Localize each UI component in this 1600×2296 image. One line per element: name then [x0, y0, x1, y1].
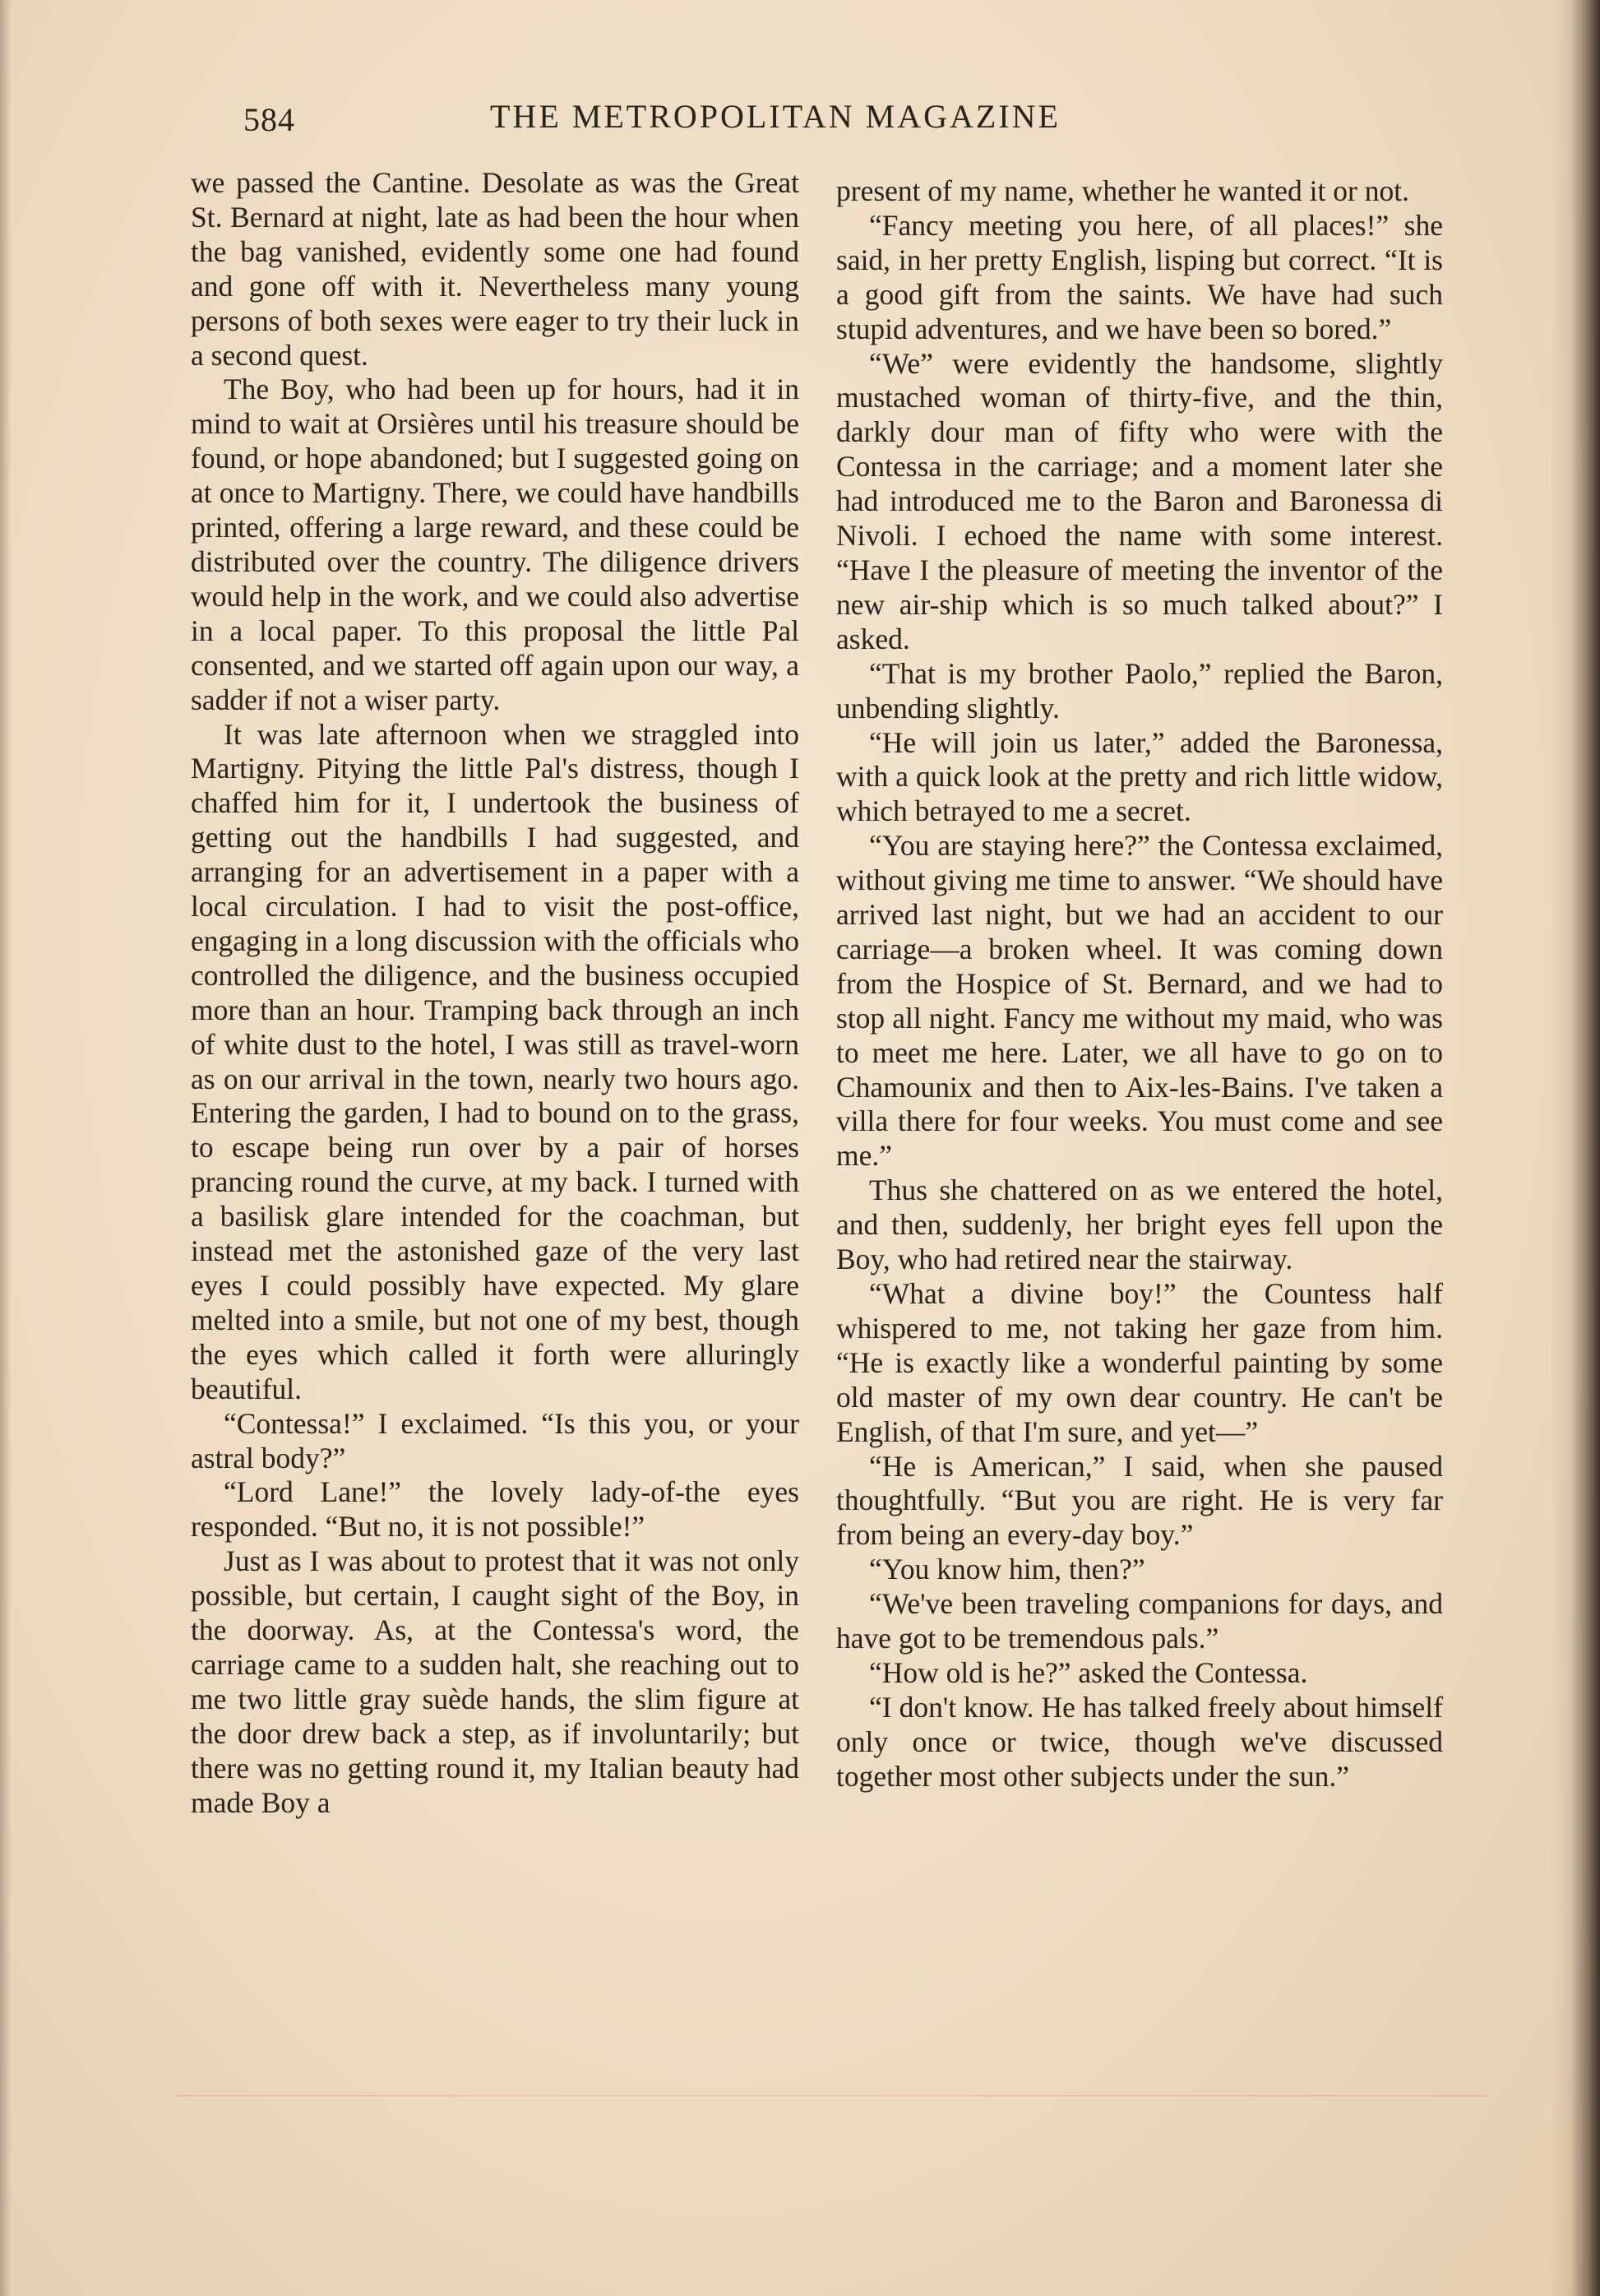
paragraph: “What a divine boy!” the Countess half whispered to me, not taking her gaze from him. “He is exactly like a wonderful painting by some old master of my own dear country. He can't be English, of that I'm sure, and yet—”	[836, 1277, 1443, 1448]
book-spine-shadow	[1551, 0, 1600, 2296]
paragraph: “You know him, then?”	[869, 1553, 1145, 1586]
paragraph: “He will join us later,” added the Baronessa, with a quick look at the pretty and rich little widow, which betrayed to me a secret.	[836, 725, 1443, 828]
running-title: THE METROPOLITAN MAGAZINE	[490, 98, 1061, 135]
paragraph: “We” were evidently the handsome, slightly mustached woman of thirty-five, and the thin, darkly dour man of fifty who were with the Contessa in the carriage; and a moment later she had introduced me to the Baron and Baronessa di Nivoli. I echoed the name with some interest. “Have I the pleasure of meeting the inventor of the new air-ship which is so much talked about?” I asked.	[836, 346, 1443, 655]
paragraph: “I don't know. He has talked freely about himself only once or twice, though we've discussed together most other subjects under the sun.”	[836, 1690, 1443, 1793]
paragraph: we passed the Cantine. Desolate as was the Great St. Bernard at night, late as had been the hour when the bag vanished, evidently some one had found and gone off with it. Nevertheless many young persons of both sexes were eager to try their luck in a second quest.	[191, 166, 799, 372]
page-header	[243, 97, 1164, 146]
page-left-edge	[0, 0, 12, 2296]
paragraph: present of my name, whether he wanted it or not.	[836, 174, 1409, 207]
paragraph: Just as I was about to protest that it was not only possible, but certain, I caught sight of the Boy, in the doorway. As, at the Contessa's word, the carriage came to a sudden halt, she reaching out to me two little gray suède hands, the slim figure at the door drew back a step, as if involuntarily; but there was no getting round it, my Italian beauty had made Boy a	[191, 1544, 799, 1819]
paragraph: “Fancy meeting you here, of all places!” she said, in her pretty English, lisping but correct. “It is a good gift from the saints. We have had such stupid adventures, and we have been so bored.”	[836, 208, 1443, 345]
page-number: 584	[243, 101, 295, 138]
left-column	[191, 166, 799, 1821]
paragraph: “Contessa!” I exclaimed. “Is this you, or your astral body?”	[191, 1406, 799, 1474]
paragraph: “Lord Lane!” the lovely lady-of-the eyes responded. “But no, it is not possible!”	[191, 1475, 799, 1544]
paragraph: “How old is he?” asked the Contessa.	[869, 1655, 1308, 1689]
paragraph: Thus she chattered on as we entered the hotel, and then, suddenly, her bright eyes fell upon the Boy, who had retired near the stairway.	[836, 1173, 1443, 1276]
paragraph: “You are staying here?” the Contessa exclaimed, without giving me time to answer. “We should have arrived last night, but we had an accident to our carriage—a broken wheel. It was coming down from the Hospice of St. Bernard, and we had to stop all night. Fancy me without my maid, who was to meet me here. Later, we all have to go on to Chamounix and then to Aix-les-Bains. I've taken a villa there for four weeks. You must come and see me.”	[836, 829, 1443, 1173]
paragraph: The Boy, who had been up for hours, had it in mind to wait at Orsières until his treasure should be found, or hope abandoned; but I suggested going on at once to Martigny. There, we could have handbills printed, offering a large reward, and these could be distributed over the country. The diligence drivers would help in the work, and we could also advertise in a local paper. To this proposal the little Pal consented, and we started off again upon our way, a sadder if not a wiser party.	[191, 373, 799, 716]
paragraph: “He is American,” I said, when she paused thoughtfully. “But you are right. He is very far from being an every-day boy.”	[836, 1449, 1443, 1552]
right-column	[836, 174, 1443, 1794]
paragraph: It was late afternoon when we straggled into Martigny. Pitying the little Pal's distress, though I chaffed him for it, I undertook the business of getting out the handbills I had suggested, and arranging for an advertisement in a paper with a local circulation. I had to visit the post-office, engaging in a long discussion with the officials who controlled the diligence, and the business occupied more than an hour. Tramping back through an inch of white dust to the hotel, I was still as travel-worn as on our arrival in the town, nearly two hours ago. Entering the garden, I had to bound on to the grass, to escape being run over by a pair of horses prancing round the curve, at my back. I turned with a basilisk glare intended for the coachman, but instead met the astonished gaze of the very last eyes I could possibly have expected. My glare melted into a smile, but not one of my best, though the eyes which called it forth were alluringly beautiful.	[191, 717, 799, 1405]
paragraph: “We've been traveling companions for days, and have got to be tremendous pals.”	[836, 1587, 1443, 1655]
faint-margin-line	[173, 2095, 1488, 2096]
paragraph: “That is my brother Paolo,” replied the Baron, unbending slightly.	[836, 656, 1443, 724]
